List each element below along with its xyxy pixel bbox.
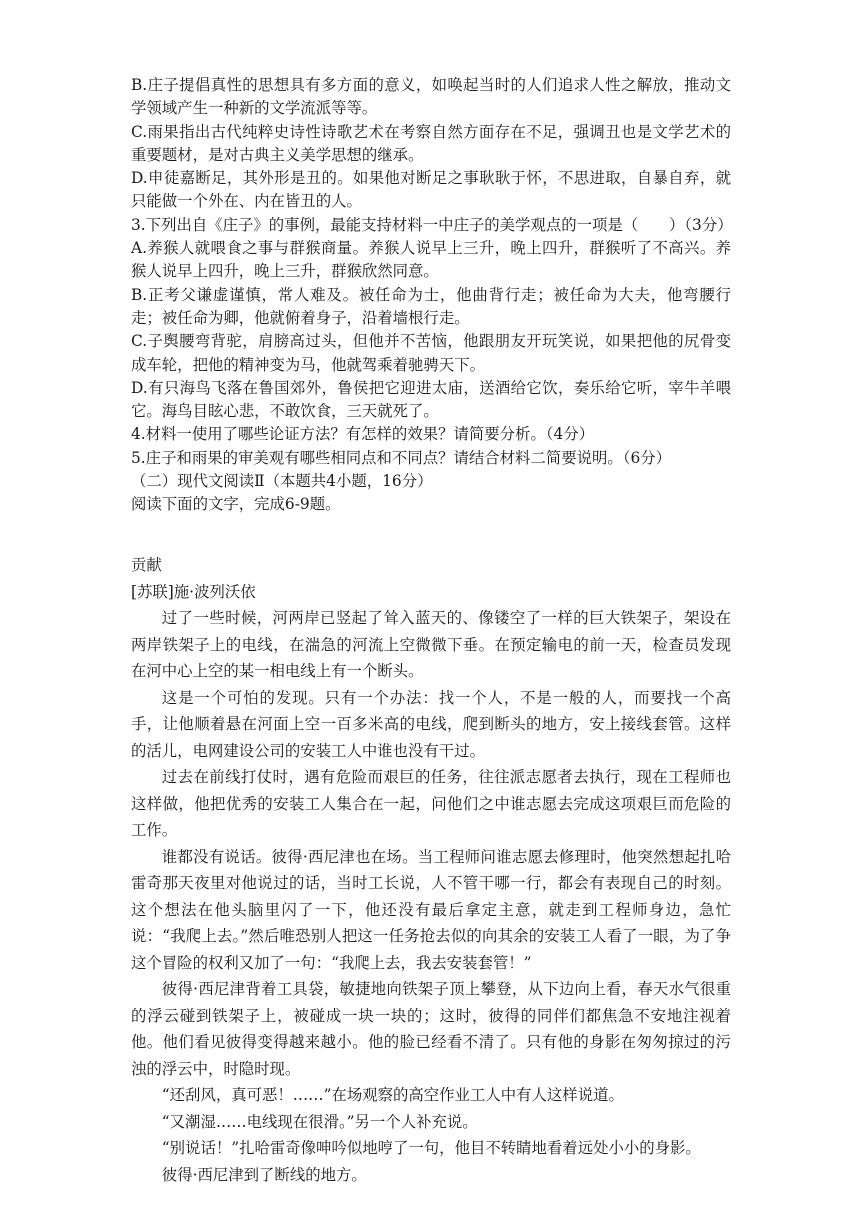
question-4: 4.材料一使用了哪些论证方法？有怎样的效果？请简要分析。（4分） [131, 425, 595, 444]
article-paragraph: 过去在前线打仗时，遇有危险而艰巨的任务，往往派志愿者去执行，现在工程师也这样做，他把优秀的安装工人集合在一起，问他们之中谁志愿去完成这项艰巨而危险的工作。 [131, 768, 731, 839]
article-title: 贡献 [131, 556, 162, 574]
question-3-option-c: C.子舆腰弯背驼，肩膀高过头，但他并不苦恼，他跟朋友开玩笑说，如果把他的尻骨变成车轮，把他的精神变为马，他就驾乘着驰骋天下。 [131, 332, 731, 374]
article-paragraph: “别说话！”扎哈雷奇像呻吟似地哼了一句，他目不转睛地看着远处小小的身影。 [161, 1139, 701, 1157]
section-title: （二）现代文阅读Ⅱ（本题共4小题，16分） [131, 472, 433, 491]
article-paragraph: 彼得·西尼津到了断线的地方。 [161, 1165, 367, 1184]
article-paragraph: 谁都没有说话。彼得·西尼津也在场。当工程师问谁志愿去修理时，他突然想起扎哈雷奇那天夜里对他说过的话，当时工长说，人不管干哪一行，都会有表现自己的时刻。这个想法在他头脑里闪了一下，他还没有最后拿定主意，就走到工程师身边，急忙说：“我爬上去。”然后唯恐别人把这一任务抢去似的向其余的安装工人看了一眼，为了争这个冒险的权利又加了一句：“我爬上去，我去安装套管！” [131, 847, 731, 972]
question-3-option-b: B.正考父谦虚谨慎，常人难及。被任命为士，他曲背行走；被任命为大夫，他弯腰行走；被任命为卿，他就俯着身子，沿着墙根行走。 [131, 285, 731, 327]
question-5: 5.庄子和雨果的审美观有哪些相同点和不同点？请结合材料二简要说明。（6分） [131, 448, 672, 467]
question-3-option-a: A.养猴人就喂食之事与群猴商量。养猴人说早上三升，晚上四升，群猴听了不高兴。养猴人说早上四升，晚上三升，群猴欣然同意。 [131, 239, 731, 281]
article-paragraph: 彼得·西尼津背着工具袋，敏捷地向铁架子顶上攀登，从下边向上看，春天水气很重的浮云碰到铁架子上，被碰成一块一块的；这时，彼得的同伴们都焦急不安地注视着他。他们看见彼得变得越来越小。他的脸已经看不清了。只有他的身影在匆匆掠过的污浊的浮云中，时隐时现。 [131, 980, 731, 1078]
question-2-option-d: D.申徒嘉断足，其外形是丑的。如果他对断足之事耿耿于怀，不思进取，自暴自弃，就只能做一个外在、内在皆丑的人。 [131, 169, 731, 211]
reading-instruction: 阅读下面的文字，完成6-9题。 [131, 495, 341, 514]
question-3-stem: 3.下列出自《庄子》的事例，最能支持材料一中庄子的美学观点的一项是（ ）（3分） [131, 215, 733, 234]
article [131, 552, 731, 1188]
question-2-option-c: C.雨果指出古代纯粹史诗性诗歌艺术在考察自然方面存在不足，强调丑也是文学艺术的重要题材，是对古典主义美学思想的继承。 [131, 122, 731, 164]
question-2-option-b: B.庄子提倡真性的思想具有多方面的意义，如唤起当时的人们追求人性之解放，推动文学领域产生一种新的文学流派等等。 [131, 76, 731, 118]
article-paragraph: “又潮湿……电线现在很滑。”另一个人补充说。 [161, 1112, 478, 1131]
question-3-option-d: D.有只海鸟飞落在鲁国郊外，鲁侯把它迎进太庙，送酒给它饮，奏乐给它听，宰牛羊喂它。海鸟目眩心悲，不敢饮食，三天就死了。 [131, 378, 731, 421]
article-author: [苏联]施·波列沃依 [131, 582, 256, 601]
article-paragraph: 过了一些时候，河两岸已竖起了耸入蓝天的、像镂空了一样的巨大铁架子，架设在两岸铁架子上的电线，在湍急的河流上空微微下垂。在预定输电的前一天，检查员发现在河中心上空的某一相电线上有一个断头。 [131, 609, 731, 680]
article-paragraph: 这是一个可怕的发现。只有一个办法：找一个人，不是一般的人，而要找一个高手，让他顺着悬在河面上空一百多米高的电线，爬到断头的地方，安上接线套管。这样的活儿，电网建设公司的安装工人中谁也没有干过。 [131, 688, 731, 760]
question-block [131, 74, 731, 517]
article-paragraph: “还刮风，真可恶！……”在场观察的高空作业工人中有人这样说道。 [161, 1086, 624, 1104]
